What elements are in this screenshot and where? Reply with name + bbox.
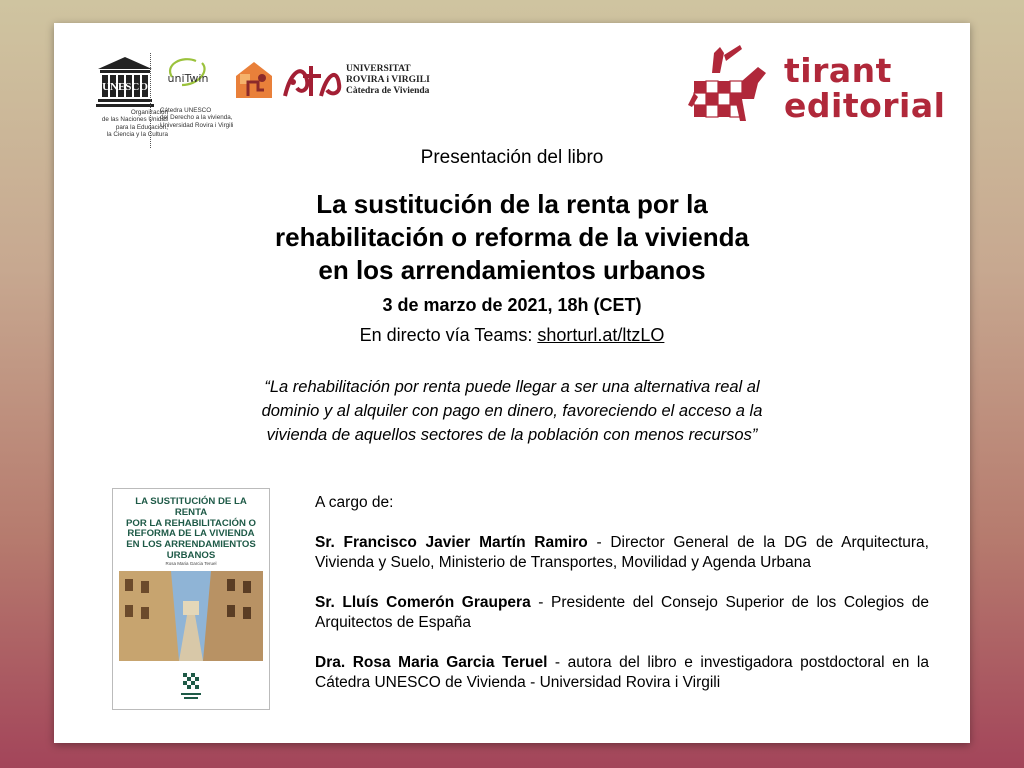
book-cover-title: LA SUSTITUCIÓN DE LA RENTA POR LA REHABILITACIÓN O REFORMA DE LA VIVIENDA EN LOS ARRENDAMIENTOS URBANOS (125, 496, 257, 561)
teams-link[interactable]: shorturl.at/ltzLO (537, 325, 665, 345)
speaker-role: - Director General de la DG de Arquitectura, Vivienda y Suelo, Ministerio de Transportes, Movilidad y Agenda Urbana (315, 534, 929, 571)
urv-logo-icon (281, 60, 343, 100)
svg-text:UNESCO: UNESCO (102, 81, 148, 93)
speaker-role: - autora del libro e investigadora postdoctoral en la Cátedra UNESCO de Vivienda - Universidad Rovira i Virgili (315, 654, 929, 691)
speakers-section (315, 493, 929, 713)
teams-prefix: En directo vía Teams: (359, 325, 538, 345)
speaker-item (315, 653, 929, 693)
tirant-lo-blanch-logo-icon (179, 669, 203, 703)
speaker-name: Sr. Lluís Comerón Graupera (315, 594, 531, 611)
unitwin-mark-icon (158, 55, 218, 95)
book-cover-image (112, 488, 270, 710)
speaker-name: Dra. Rosa Maria Garcia Teruel (315, 654, 548, 671)
event-date: 3 de marzo de 2021, 18h (CET) (382, 295, 642, 315)
book-cover-author: Rosa Maria Garcia Teruel (165, 561, 217, 566)
unesco-logo (84, 55, 168, 150)
teams-line (54, 325, 970, 346)
book-quote: “La rehabilitación por renta puede llegar a ser una alternativa real al dominio y al alquiler con pago en dinero, favoreciendo el acceso a la vivienda de aquellos sectores de la población con menos recursos” (261, 378, 763, 444)
speaker-item (315, 533, 929, 573)
urv-text: UNIVERSITAT ROVIRA i VIRGILI Càtedra de Vivienda (346, 64, 430, 96)
unesco-caption: Organización de las Naciones Unidas para la Educación, la Ciencia y la Cultura (101, 109, 168, 139)
svg-text:uniTwin: uniTwin (167, 72, 209, 85)
logo-divider (150, 53, 151, 148)
unitwin-caption: Cátedra UNESCO del Derecho a la vivienda, Universidad Rovira i Virgili (160, 107, 234, 129)
speakers-heading: A cargo de: (315, 494, 394, 511)
tirant-knight-icon (684, 43, 772, 125)
tirant-editorial-wordmark: tirant editorial (784, 51, 946, 125)
book-title: La sustitución de la renta por la rehabilitación o reforma de la vivienda en los arrendamientos urbanos (275, 189, 749, 285)
presentation-intro: Presentación del libro (420, 147, 604, 168)
catedra-house-icon (234, 60, 274, 100)
event-poster (54, 23, 970, 743)
speaker-item (315, 593, 929, 633)
book-cover-street-photo (119, 571, 263, 661)
speaker-name: Sr. Francisco Javier Martín Ramiro (315, 534, 588, 551)
unesco-temple-icon (96, 55, 154, 109)
speaker-role: - Presidente del Consejo Superior de los Colegios de Arquitectos de España (315, 594, 929, 631)
